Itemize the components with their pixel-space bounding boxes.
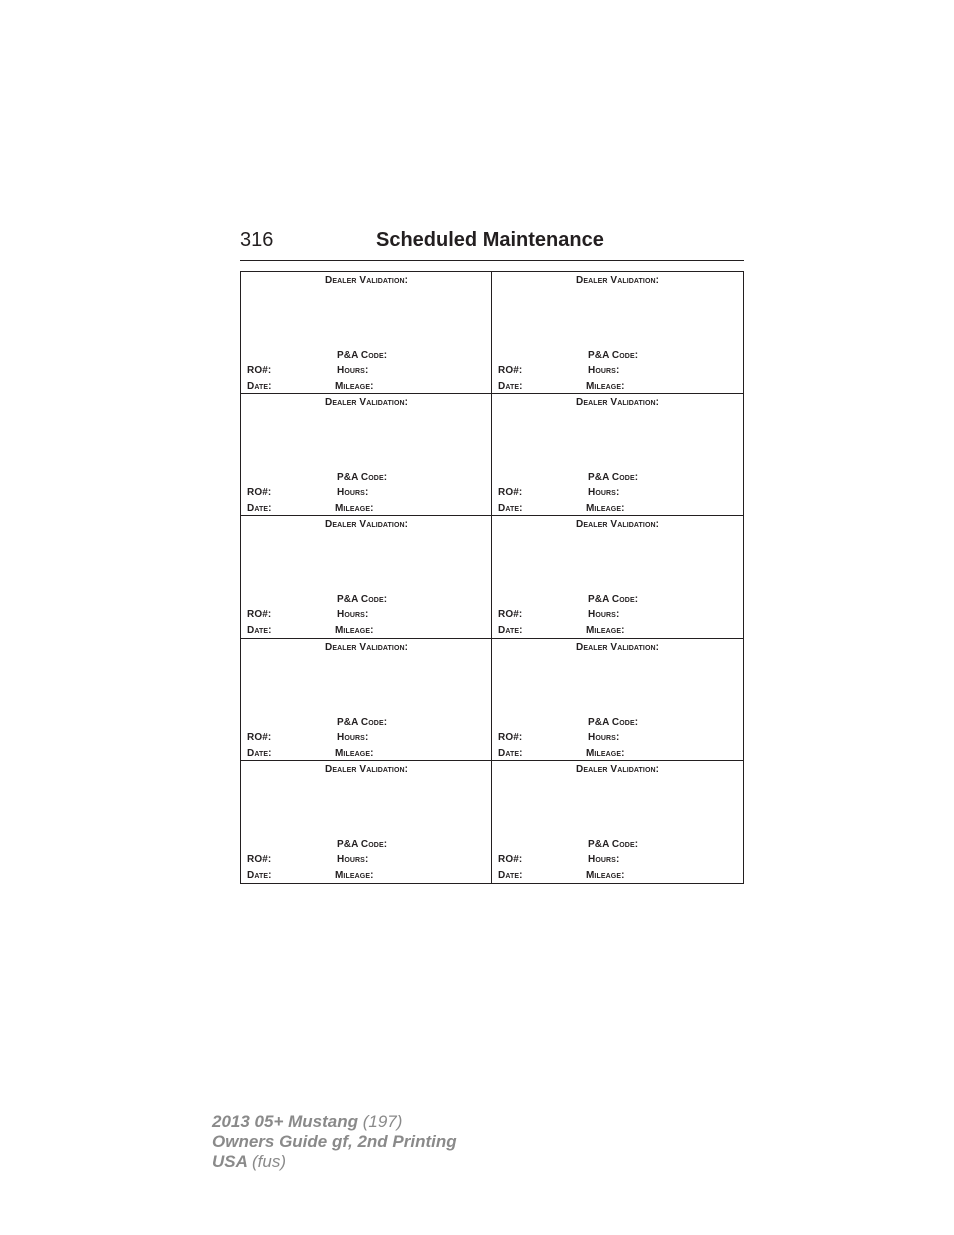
hours-label: Hours: xyxy=(337,609,369,621)
mileage-label: Mileage: xyxy=(335,869,374,881)
date-label: Date: xyxy=(247,625,272,637)
hours-label: Hours: xyxy=(588,609,620,621)
date-label: Date: xyxy=(247,869,272,881)
pa-code-label: P&A Code: xyxy=(588,716,639,728)
dealer-validation-label: Dealer Validation: xyxy=(576,519,660,531)
record-cell xyxy=(492,516,743,638)
document-footer xyxy=(212,1112,457,1172)
pa-code-label: P&A Code: xyxy=(337,838,388,850)
ro-number-label: RO#: xyxy=(247,487,272,499)
ro-number-label: RO#: xyxy=(498,487,523,499)
mileage-label: Mileage: xyxy=(335,381,374,392)
dealer-validation-label: Dealer Validation: xyxy=(576,641,660,653)
hours-label: Hours: xyxy=(337,853,369,865)
pa-code-label: P&A Code: xyxy=(337,594,388,606)
footer-guide: Owners Guide gf, 2nd Printing xyxy=(212,1132,457,1151)
record-cell xyxy=(492,761,743,883)
pa-code-label: P&A Code: xyxy=(337,350,388,361)
record-cell xyxy=(492,394,743,516)
record-cell xyxy=(241,761,492,883)
pa-code-label: P&A Code: xyxy=(588,838,639,850)
pa-code-label: P&A Code: xyxy=(337,472,388,484)
date-label: Date: xyxy=(498,503,523,515)
footer-line-1 xyxy=(212,1112,457,1132)
record-cell xyxy=(241,639,492,761)
dealer-validation-label: Dealer Validation: xyxy=(576,763,660,775)
page-number: 316 xyxy=(240,229,274,251)
footer-model-code: (197) xyxy=(362,1112,403,1131)
ro-number-label: RO#: xyxy=(498,853,523,865)
dealer-validation-label: Dealer Validation: xyxy=(576,397,660,409)
date-label: Date: xyxy=(498,869,523,881)
hours-label: Hours: xyxy=(588,853,620,865)
dealer-validation-label: Dealer Validation: xyxy=(325,275,409,286)
ro-number-label: RO#: xyxy=(247,365,272,376)
ro-number-label: RO#: xyxy=(247,731,272,743)
record-cell xyxy=(492,639,743,761)
pa-code-label: P&A Code: xyxy=(588,472,639,484)
date-label: Date: xyxy=(498,747,523,759)
pa-code-label: P&A Code: xyxy=(588,594,639,606)
date-label: Date: xyxy=(247,747,272,759)
ro-number-label: RO#: xyxy=(247,609,272,621)
mileage-label: Mileage: xyxy=(335,503,374,515)
date-label: Date: xyxy=(498,381,523,392)
footer-market-code: (fus) xyxy=(252,1152,286,1171)
mileage-label: Mileage: xyxy=(586,503,625,515)
dealer-validation-label: Dealer Validation: xyxy=(325,641,409,653)
record-cell xyxy=(492,272,743,394)
mileage-label: Mileage: xyxy=(335,625,374,637)
mileage-label: Mileage: xyxy=(586,869,625,881)
record-cell xyxy=(241,272,492,394)
ro-number-label: RO#: xyxy=(498,609,523,621)
page-title: Scheduled Maintenance xyxy=(376,229,604,251)
dealer-validation-label: Dealer Validation: xyxy=(576,275,660,286)
ro-number-label: RO#: xyxy=(498,731,523,743)
ro-number-label: RO#: xyxy=(247,853,272,865)
pa-code-label: P&A Code: xyxy=(588,350,639,361)
hours-label: Hours: xyxy=(337,365,369,376)
date-label: Date: xyxy=(247,503,272,515)
dealer-validation-label: Dealer Validation: xyxy=(325,763,409,775)
hours-label: Hours: xyxy=(588,731,620,743)
mileage-label: Mileage: xyxy=(586,381,625,392)
hours-label: Hours: xyxy=(337,487,369,499)
hours-label: Hours: xyxy=(588,365,620,376)
page-header xyxy=(240,228,744,261)
date-label: Date: xyxy=(498,625,523,637)
hours-label: Hours: xyxy=(337,731,369,743)
footer-model: 2013 05+ Mustang xyxy=(212,1112,358,1131)
record-cell xyxy=(241,394,492,516)
dealer-validation-label: Dealer Validation: xyxy=(325,397,409,409)
dealer-validation-label: Dealer Validation: xyxy=(325,519,409,531)
maintenance-record-grid xyxy=(240,271,744,884)
footer-market: USA xyxy=(212,1152,248,1171)
date-label: Date: xyxy=(247,381,272,392)
ro-number-label: RO#: xyxy=(498,365,523,376)
mileage-label: Mileage: xyxy=(586,625,625,637)
footer-line-2 xyxy=(212,1132,457,1152)
mileage-label: Mileage: xyxy=(335,747,374,759)
footer-line-3 xyxy=(212,1152,457,1172)
record-cell xyxy=(241,516,492,638)
hours-label: Hours: xyxy=(588,487,620,499)
mileage-label: Mileage: xyxy=(586,747,625,759)
pa-code-label: P&A Code: xyxy=(337,716,388,728)
